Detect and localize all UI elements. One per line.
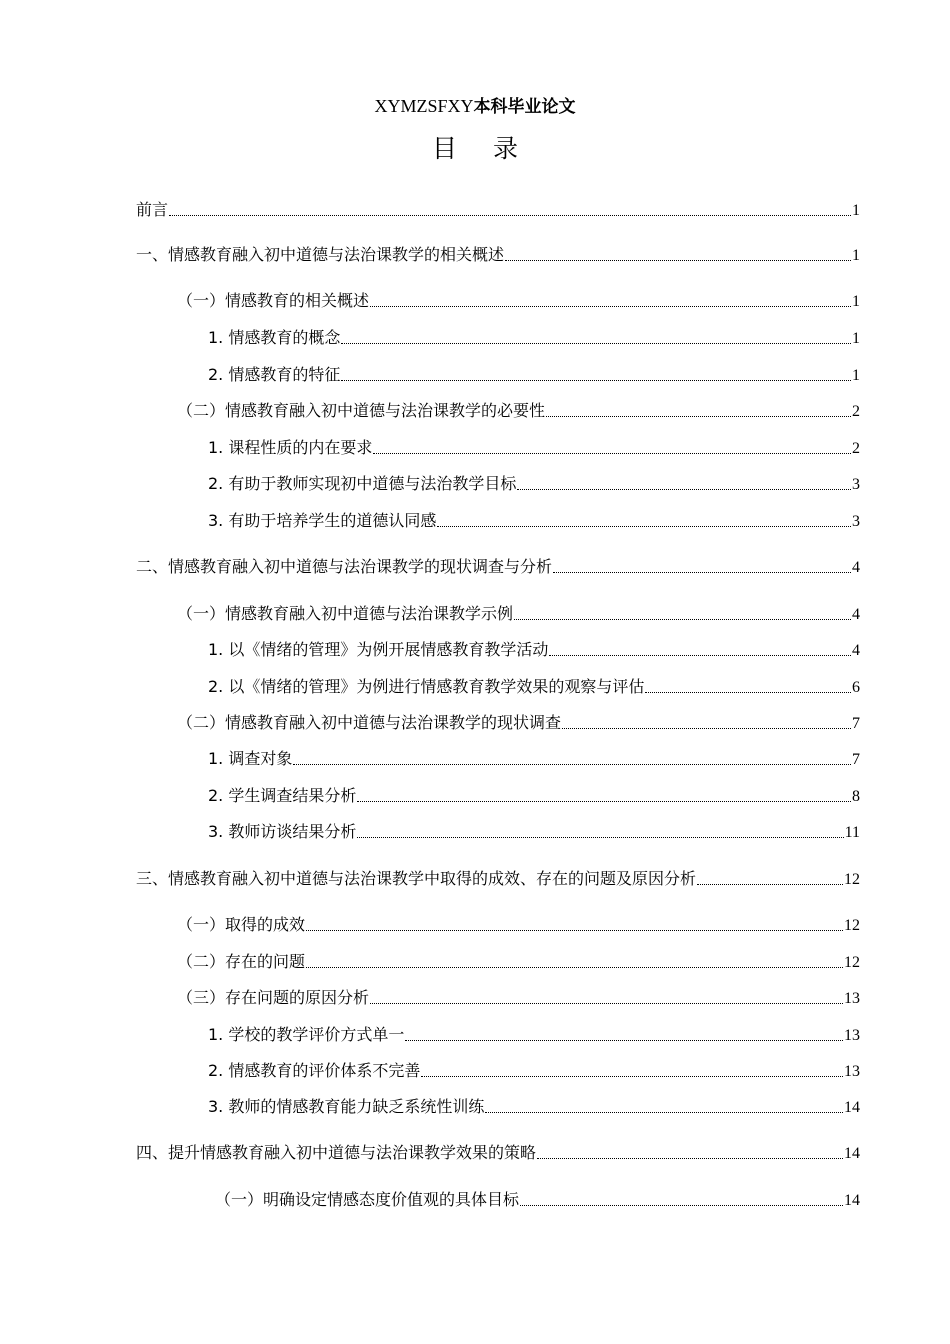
toc-entry[interactable] [208,1096,860,1118]
toc-entry-text: 1. 课程性质的内在要求 [208,438,373,457]
toc-entry[interactable] [136,556,860,578]
toc-page-number: 14 [844,1192,860,1209]
toc-leader-dots [357,836,843,838]
toc-entry-text: 1. 调查对象 [208,749,293,768]
toc-leader-dots [546,415,851,417]
toc-entry-text: 3. 教师的情感教育能力缺乏系统性训练 [208,1097,485,1116]
toc-entry-text: 2. 以《情绪的管理》为例进行情感教育教学效果的观察与评估 [208,677,645,696]
toc-page-number: 1 [852,293,860,310]
toc-entry[interactable] [136,244,860,266]
toc-leader-dots [306,929,843,931]
toc-entry[interactable] [208,1060,860,1082]
toc-entry[interactable] [177,290,860,312]
toc-entry-text: 3. 教师访谈结果分析 [208,822,357,841]
toc-entry-text: （一）情感教育的相关概述 [177,291,370,310]
toc-leader-dots [514,618,851,620]
toc-entry-text: 三、情感教育融入初中道德与法治课教学中取得的成效、存在的问题及原因分析 [136,869,697,888]
toc-page-number: 8 [852,788,860,805]
toc-page-number: 4 [852,606,860,623]
toc-leader-dots [437,525,851,527]
toc-entry-text: （二）存在的问题 [177,952,306,971]
toc-leader-dots [553,571,851,573]
toc-entry-text: 一、情感教育融入初中道德与法治课教学的相关概述 [136,245,505,264]
toc-page-number: 14 [844,1099,860,1116]
toc-leader-dots [357,800,851,802]
toc-leader-dots [341,342,851,344]
toc-entry[interactable] [177,987,860,1009]
toc-page-number: 2 [852,440,860,457]
toc-entry-text: 2. 有助于教师实现初中道德与法治教学目标 [208,474,517,493]
toc-page-number: 12 [844,871,860,888]
toc-leader-dots [370,305,851,307]
toc-leader-dots [405,1039,843,1041]
toc-entry[interactable] [208,676,860,698]
toc-entry[interactable] [177,603,860,625]
toc-page-number: 4 [852,559,860,576]
toc-entry[interactable] [208,364,860,386]
toc-leader-dots [697,883,843,885]
toc-entry[interactable] [208,510,860,532]
toc-entry[interactable] [177,914,860,936]
toc-entry-text: 1. 以《情绪的管理》为例开展情感教育教学活动 [208,640,549,659]
toc-page-number: 1 [852,202,860,219]
toc-entry[interactable] [208,821,860,843]
toc-entry-text: （一）情感教育融入初中道德与法治课教学示例 [177,604,514,623]
toc-page-number: 12 [844,917,860,934]
toc-entry[interactable] [208,473,860,495]
toc-entry-text: （二）情感教育融入初中道德与法治课教学的现状调查 [177,713,562,732]
toc-entry-text: （二）情感教育融入初中道德与法治课教学的必要性 [177,401,546,420]
toc-entry-text: 前言 [136,200,169,219]
toc-page-number: 1 [852,367,860,384]
toc-entry[interactable] [208,639,860,661]
toc-entry[interactable] [136,868,860,890]
toc-leader-dots [517,488,851,490]
header-prefix: XYMZSFXY [374,96,474,116]
toc-leader-dots [485,1111,843,1113]
toc-entry-text: 二、情感教育融入初中道德与法治课教学的现状调查与分析 [136,557,553,576]
toc-entry[interactable] [208,785,860,807]
toc-page-number: 2 [852,403,860,420]
toc-page-number: 14 [844,1145,860,1162]
toc-page-number: 3 [852,513,860,530]
toc-entry[interactable] [215,1189,860,1211]
toc-page-number: 12 [844,954,860,971]
header-suffix: 本科毕业论文 [473,97,576,117]
toc-page-number: 1 [852,330,860,347]
toc-page-number: 4 [852,642,860,659]
toc-leader-dots [373,452,851,454]
toc-leader-dots [537,1157,843,1159]
toc-entry[interactable] [136,199,860,221]
toc-leader-dots [421,1075,843,1077]
toc-entry-text: 2. 情感教育的评价体系不完善 [208,1061,421,1080]
page-header [0,94,950,119]
toc-title: 目 录 [432,134,532,163]
toc-entry[interactable] [208,327,860,349]
toc-leader-dots [505,259,851,261]
toc-page-number: 1 [852,247,860,264]
toc-entry-text: 四、提升情感教育融入初中道德与法治课教学效果的策略 [136,1143,537,1162]
toc-entry-text: 1. 情感教育的概念 [208,328,341,347]
toc-entry-text: （三）存在问题的原因分析 [177,988,370,1007]
toc-page-number: 7 [852,751,860,768]
toc-leader-dots [549,654,851,656]
toc-entry[interactable] [208,437,860,459]
toc-entry-text: （一）明确设定情感态度价值观的具体目标 [215,1190,520,1209]
toc-page-number: 11 [844,824,860,841]
toc-page-number: 13 [844,1027,860,1044]
toc-leader-dots [293,763,851,765]
toc-page-number: 3 [852,476,860,493]
toc-leader-dots [169,214,851,216]
toc-entry[interactable] [136,1142,860,1164]
toc-leader-dots [645,691,851,693]
toc-entry-text: 3. 有助于培养学生的道德认同感 [208,511,437,530]
toc-leader-dots [306,966,843,968]
toc-page-number: 13 [844,1063,860,1080]
toc-page-number: 7 [852,715,860,732]
toc-leader-dots [370,1002,843,1004]
toc-entry-text: （一）取得的成效 [177,915,306,934]
toc-page-number: 6 [852,679,860,696]
toc-leader-dots [520,1204,843,1206]
toc-entry[interactable] [177,400,860,422]
toc-entry[interactable] [177,712,860,734]
toc-entry-text: 2. 学生调查结果分析 [208,786,357,805]
toc-entry-text: 2. 情感教育的特征 [208,365,341,384]
toc-page-number: 13 [844,990,860,1007]
toc-leader-dots [341,379,851,381]
toc-entry[interactable] [208,748,860,770]
toc-entry-text: 1. 学校的教学评价方式单一 [208,1025,405,1044]
toc-entry[interactable] [208,1024,860,1046]
toc-leader-dots [562,727,851,729]
toc-entry[interactable] [177,951,860,973]
